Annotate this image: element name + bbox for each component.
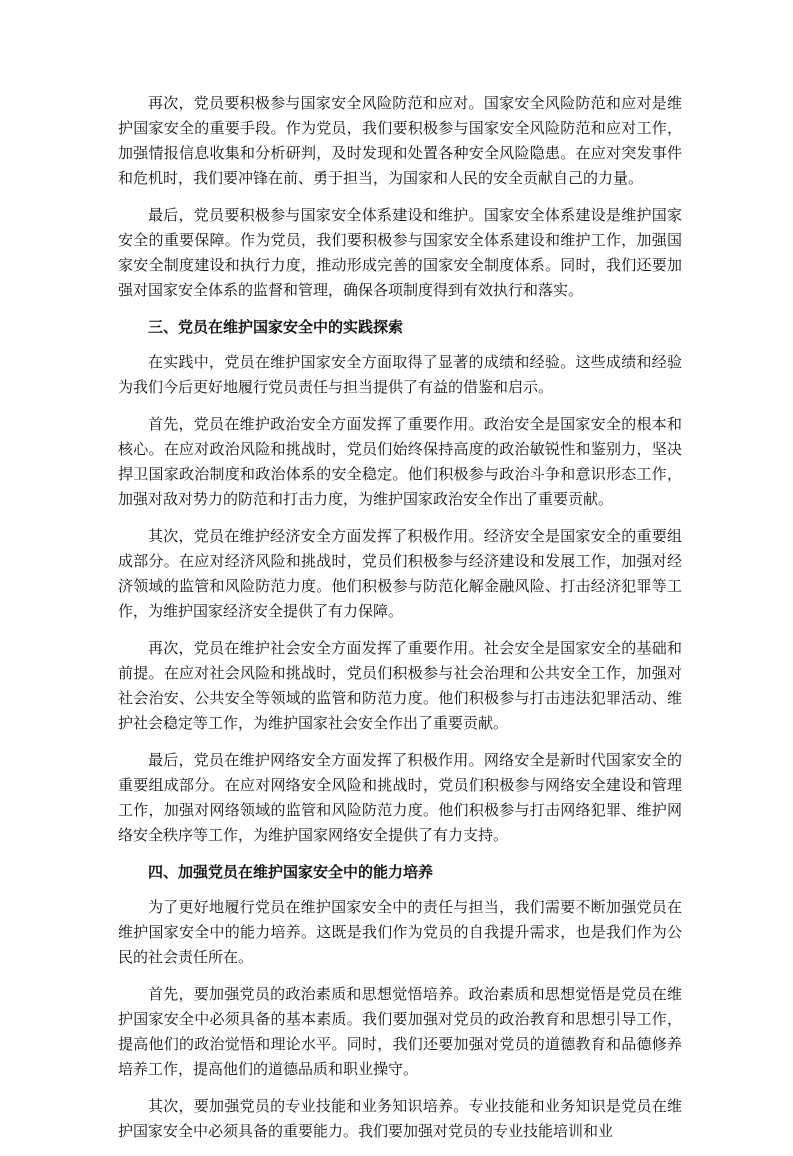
- paragraph: 其次，党员在维护经济安全方面发挥了积极作用。经济安全是国家安全的重要组成部分。在应对经济风险和挑战时，党员们积极参与经济建设和发展工作，加强对经济领域的监管和风险防范力度。他们积极参与防范化解金融风险、打击经济犯罪等工作，为维护国家经济安全提供了有力保障。: [118, 527, 682, 620]
- paragraph: 再次，党员要积极参与国家安全风险防范和应对。国家安全风险防范和应对是维护国家安全的重要手段。作为党员，我们要积极参与国家安全风险防范和应对工作，加强情报信息收集和分析研判，及时发现和处置各种安全风险隐患。在应对突发事件和危机时，我们要冲锋在前、勇于担当，为国家和人民的安全贡献自己的力量。: [118, 94, 682, 187]
- paragraph: 最后，党员在维护网络安全方面发挥了积极作用。网络安全是新时代国家安全的重要组成部分。在应对网络安全风险和挑战时，党员们积极参与网络安全建设和管理工作，加强对网络领域的监管和风险防范力度。他们积极参与打击网络犯罪、维护网络安全秩序等工作，为维护国家网络安全提供了有力支持。: [118, 751, 682, 844]
- paragraph: 为了更好地履行党员在维护国家安全中的责任与担当，我们需要不断加强党员在维护国家安全中的能力培养。这既是我们作为党员的自我提升需求，也是我们作为公民的社会责任所在。: [118, 898, 682, 966]
- paragraph: 首先，党员在维护政治安全方面发挥了重要作用。政治安全是国家安全的根本和核心。在应对政治风险和挑战时，党员们始终保持高度的政治敏锐性和鉴别力，坚决捍卫国家政治制度和政治体系的安全稳定。他们积极参与政治斗争和意识形态工作，加强对敌对势力的防范和打击力度，为维护国家政治安全作出了重要贡献。: [118, 415, 682, 508]
- document-page: [118, 91, 682, 1156]
- paragraph: 再次，党员在维护社会安全方面发挥了重要作用。社会安全是国家安全的基础和前提。在应对社会风险和挑战时，党员们积极参与社会治理和公共安全工作，加强对社会治安、公共安全等领域的监管和防范力度。他们积极参与打击违法犯罪活动、维护社会稳定等工作，为维护国家社会安全作出了重要贡献。: [118, 639, 682, 732]
- paragraph: 在实践中，党员在维护国家安全方面取得了显著的成绩和经验。这些成绩和经验为我们今后更好地履行党员责任与担当提供了有益的借鉴和启示。: [118, 353, 682, 396]
- section-heading: 三、党员在维护国家安全中的实践探索: [148, 318, 404, 336]
- section-heading: 四、加强党员在维护国家安全中的能力培养: [148, 863, 434, 881]
- paragraph: 首先，要加强党员的政治素质和思想觉悟培养。政治素质和思想觉悟是党员在维护国家安全中必须具备的基本素质。我们要加强对党员的政治教育和思想引导工作，提高他们的政治觉悟和理论水平。同时，我们还要加强对党员的道德教育和品德修养培养工作，提高他们的道德品质和职业操守。: [118, 985, 682, 1078]
- paragraph: 其次，要加强党员的专业技能和业务知识培养。专业技能和业务知识是党员在维护国家安全中必须具备的重要能力。我们要加强对党员的专业技能培训和业: [118, 1097, 682, 1140]
- paragraph: 最后，党员要积极参与国家安全体系建设和维护。国家安全体系建设是维护国家安全的重要保障。作为党员，我们要积极参与国家安全体系建设和维护工作，加强国家安全制度建设和执行力度，推动形成完善的国家安全制度体系。同时，我们还要加强对国家安全体系的监督和管理，确保各项制度得到有效执行和落实。: [118, 206, 682, 299]
